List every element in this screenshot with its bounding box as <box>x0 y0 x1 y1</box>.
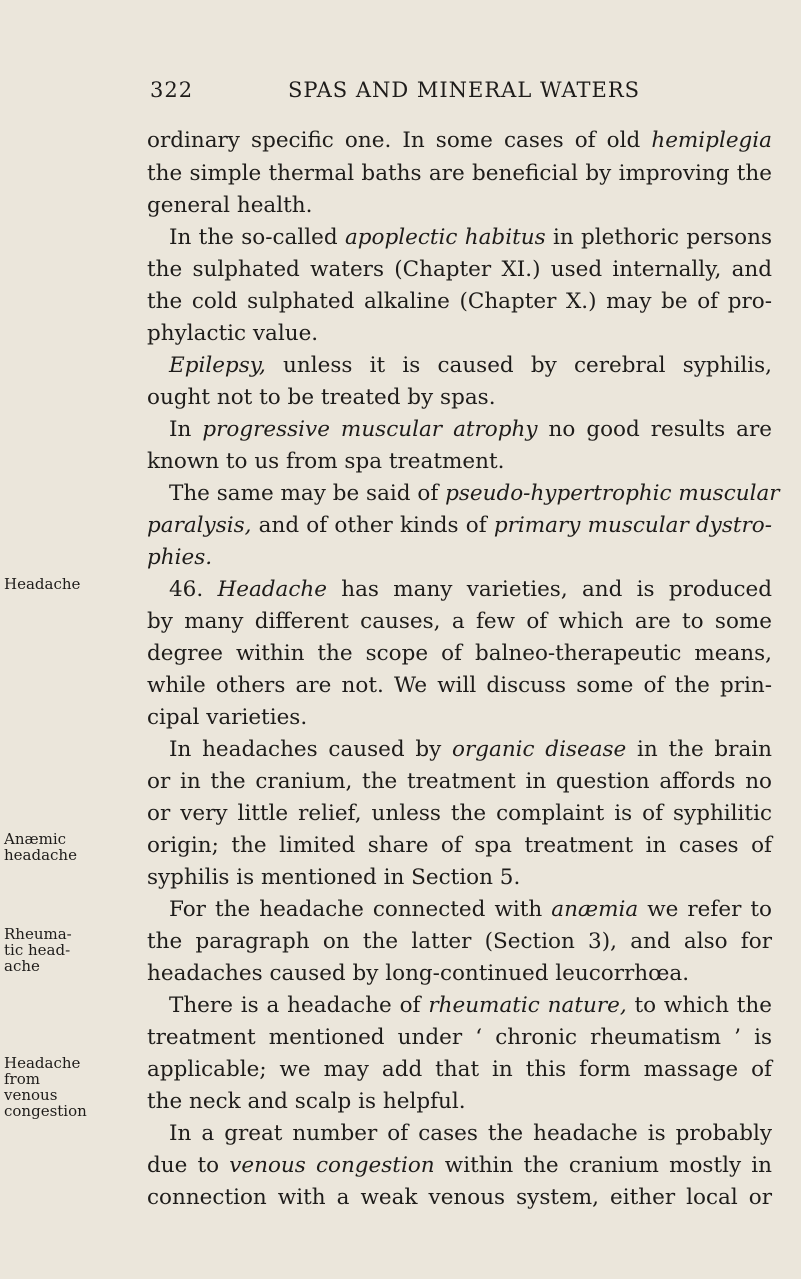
italic-phrase: Headache <box>217 577 327 602</box>
margin-note: Rheuma- tic head- ache <box>4 925 72 975</box>
text-run: cipal varieties. <box>147 705 308 730</box>
page-number: 322 <box>150 78 194 102</box>
text-run: applicable; we may add that in this form massage of <box>147 1057 772 1082</box>
text-line <box>147 125 772 157</box>
italic-phrase: pseudo-hypertrophic muscular <box>445 481 780 506</box>
text-line <box>147 734 772 766</box>
text-line <box>147 190 772 222</box>
italic-phrase: organic disease <box>452 737 627 762</box>
text-run: headaches caused by long-continued leucorrhœa. <box>147 961 690 986</box>
text-line <box>147 766 772 798</box>
text-run: origin; the limited share of spa treatment in cases of <box>147 833 772 858</box>
text-line <box>147 350 772 382</box>
text-line <box>147 222 772 254</box>
text-run: or very little relief, unless the complaint is of syphilitic <box>147 801 772 826</box>
text-line <box>147 702 772 734</box>
text-line <box>147 670 772 702</box>
text-run: ordinary specific one. In some cases of old <box>147 128 652 153</box>
text-line <box>147 382 772 414</box>
text-line <box>147 926 772 958</box>
text-run: the neck and scalp is helpful. <box>147 1089 466 1114</box>
text-line <box>147 1118 772 1150</box>
text-run: while others are not. We will discuss some of the prin- <box>147 673 772 698</box>
text-run: For the headache connected with <box>169 897 552 922</box>
text-run: and of other kinds of <box>251 513 494 538</box>
text-run: by many different causes, a few of which are to some <box>147 609 772 634</box>
italic-phrase: anæmia <box>551 897 639 922</box>
text-run: or in the cranium, the treatment in question affords no <box>147 769 772 794</box>
text-run: degree within the scope of balneo-therapeutic means, <box>147 641 772 666</box>
text-run: In the so-called <box>169 225 345 250</box>
text-line <box>147 510 772 542</box>
text-run: There is a headache of <box>169 993 429 1018</box>
text-run: the cold sulphated alkaline (Chapter X.) may be of pro- <box>147 289 772 314</box>
text-line <box>147 318 772 350</box>
text-line <box>147 286 772 318</box>
text-run: we refer to <box>638 897 772 922</box>
text-line <box>147 1150 772 1182</box>
text-run: due to <box>147 1153 230 1178</box>
text-line <box>147 606 772 638</box>
italic-phrase: venous congestion <box>229 1153 435 1178</box>
margin-note: Headache <box>4 575 81 593</box>
text-line <box>147 958 772 990</box>
text-run: treatment mentioned under ‘ chronic rheumatism ’ is <box>147 1025 772 1050</box>
italic-phrase: primary muscular dystro- <box>493 513 772 538</box>
text-line <box>147 894 772 926</box>
text-run: known to us from spa treatment. <box>147 449 505 474</box>
italic-phrase: rheumatic nature, <box>428 993 627 1018</box>
text-line <box>147 798 772 830</box>
text-run: unless it is caused by cerebral syphilis, <box>265 353 772 378</box>
text-line <box>147 446 772 478</box>
text-line <box>147 1022 772 1054</box>
text-run: ought not to be treated by spas. <box>147 385 496 410</box>
text-line <box>147 862 772 894</box>
text-line <box>147 254 772 286</box>
text-line <box>147 638 772 670</box>
italic-phrase: paralysis, <box>147 513 252 538</box>
text-line <box>147 414 772 446</box>
text-run: to which the <box>626 993 773 1018</box>
italic-phrase: progressive muscular atrophy <box>202 417 538 442</box>
text-run: no good results are <box>537 417 773 442</box>
text-run: 46. <box>169 577 218 602</box>
text-run: in the brain <box>626 737 772 762</box>
text-line <box>147 478 780 510</box>
text-line <box>147 158 772 190</box>
text-line <box>147 1054 772 1086</box>
italic-phrase: Epilepsy, <box>169 353 266 378</box>
text-run: the sulphated waters (Chapter XI.) used internally, and <box>147 257 772 282</box>
text-line <box>147 1086 772 1118</box>
text-run: syphilis is mentioned in Section 5. <box>147 865 521 890</box>
text-run: general health. <box>147 193 313 218</box>
text-line <box>147 542 772 574</box>
text-run: In headaches caused by <box>169 737 453 762</box>
text-line <box>147 574 772 606</box>
text-run: the paragraph on the latter (Section 3), and also for <box>147 929 772 954</box>
text-run: the simple thermal baths are beneficial by improving the <box>147 161 772 186</box>
italic-phrase: phies. <box>147 545 213 570</box>
running-header <box>150 78 710 108</box>
running-title: SPAS AND MINERAL WATERS <box>288 78 641 102</box>
text-line <box>147 830 772 862</box>
text-run: The same may be said of <box>169 481 446 506</box>
text-run: has many varieties, and is produced <box>326 577 772 602</box>
margin-note: Headache from venous congestion <box>4 1054 87 1120</box>
text-run: In <box>169 417 203 442</box>
text-run: connection with a weak venous system, either local or <box>147 1185 772 1210</box>
text-run: In a great number of cases the headache is probably <box>169 1121 772 1146</box>
text-line <box>147 990 772 1022</box>
text-run: within the cranium mostly in <box>434 1153 772 1178</box>
italic-phrase: apoplectic habitus <box>344 225 546 250</box>
text-run: phylactic value. <box>147 321 319 346</box>
margin-note: Anæmic headache <box>4 830 77 864</box>
text-run: in plethoric persons <box>545 225 772 250</box>
text-line <box>147 1182 772 1214</box>
italic-phrase: hemiplegia <box>651 128 772 153</box>
